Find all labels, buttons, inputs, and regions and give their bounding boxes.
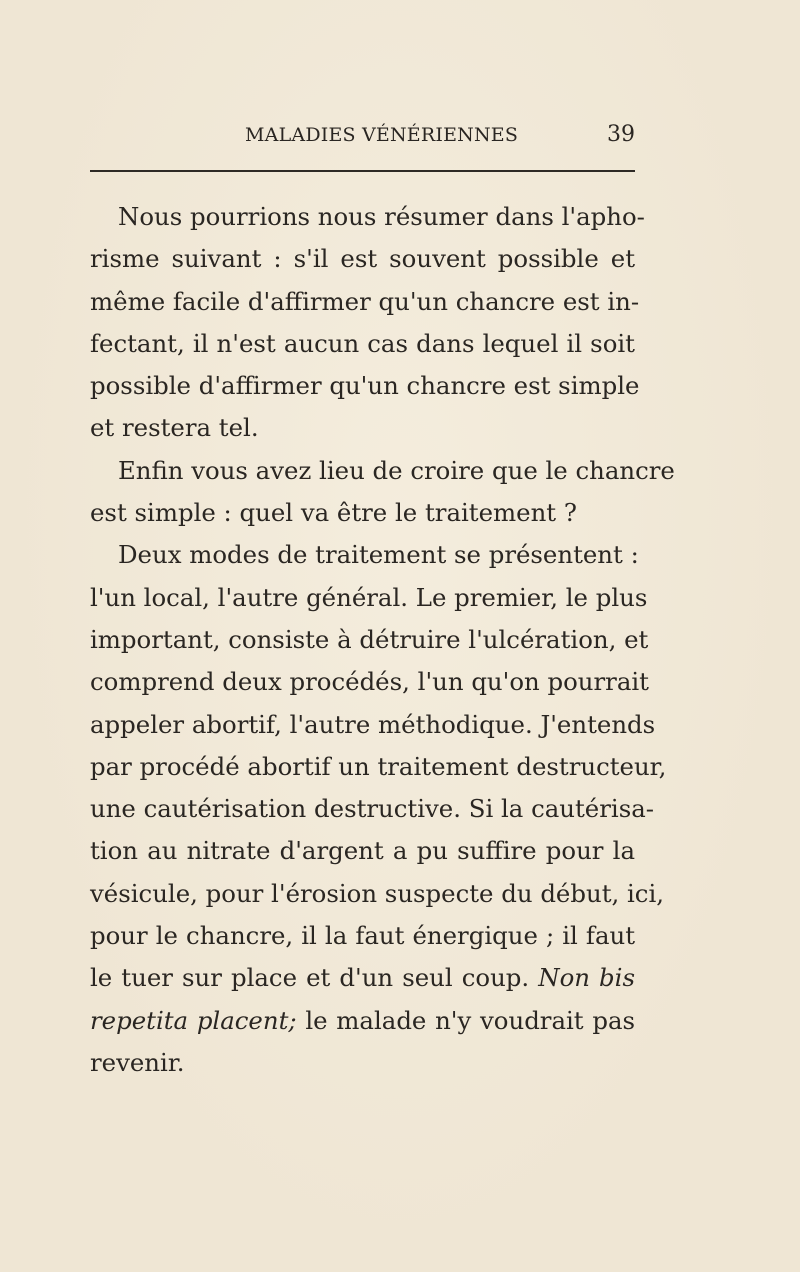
text-line: appeler abortif, l'autre méthodique. J'entends xyxy=(90,709,656,739)
italic-phrase: repetita placent; xyxy=(90,1005,297,1035)
text-line: et restera tel. xyxy=(90,413,259,443)
body-text xyxy=(90,196,675,1084)
text-line: fectant, il n'est aucun cas dans lequel il soit xyxy=(90,328,635,358)
text-line: est simple : quel va être le traitement ? xyxy=(90,498,577,528)
text-line: comprend deux procédés, l'un qu'on pourrait xyxy=(90,667,649,697)
italic-phrase: Non bis xyxy=(538,963,635,993)
text-line: possible d'affirmer qu'un chancre est simple xyxy=(90,371,640,401)
text-line: important, consiste à détruire l'ulcération, et xyxy=(90,624,649,654)
running-title: MALADIES VÉNÉRIENNES xyxy=(245,124,519,146)
text-segment: le tuer sur place et d'un seul coup. xyxy=(90,963,530,993)
text-line: vésicule, pour l'érosion suspecte du début, ici, xyxy=(90,878,665,908)
text-line: une cautérisation destructive. Si la cautérisa- xyxy=(90,794,654,824)
text-line: risme suivant : s'il est souvent possible et xyxy=(90,244,635,274)
text-line: Nous pourrions nous résumer dans l'apho- xyxy=(118,202,645,231)
text-line: pour le chancre, il la faut énergique ; il faut xyxy=(90,921,635,951)
text-line: l'un local, l'autre général. Le premier, le plus xyxy=(90,582,648,612)
header-rule xyxy=(90,170,635,172)
text-line xyxy=(90,1000,635,1042)
text-line xyxy=(90,957,635,999)
text-line: Deux modes de traitement se présentent : xyxy=(118,540,639,570)
text-segment: le malade n'y voudrait pas xyxy=(296,1005,636,1035)
text-line: même facile d'affirmer qu'un chancre est in- xyxy=(90,286,640,316)
text-line: Enfin vous avez lieu de croire que le chancre xyxy=(118,455,675,485)
text-line: tion au nitrate d'argent a pu suffire pour la xyxy=(90,836,635,866)
page-number: 39 xyxy=(607,122,635,147)
page-header xyxy=(90,124,635,154)
text-line: revenir. xyxy=(90,1047,185,1077)
text-line: par procédé abortif un traitement destructeur, xyxy=(90,751,667,781)
